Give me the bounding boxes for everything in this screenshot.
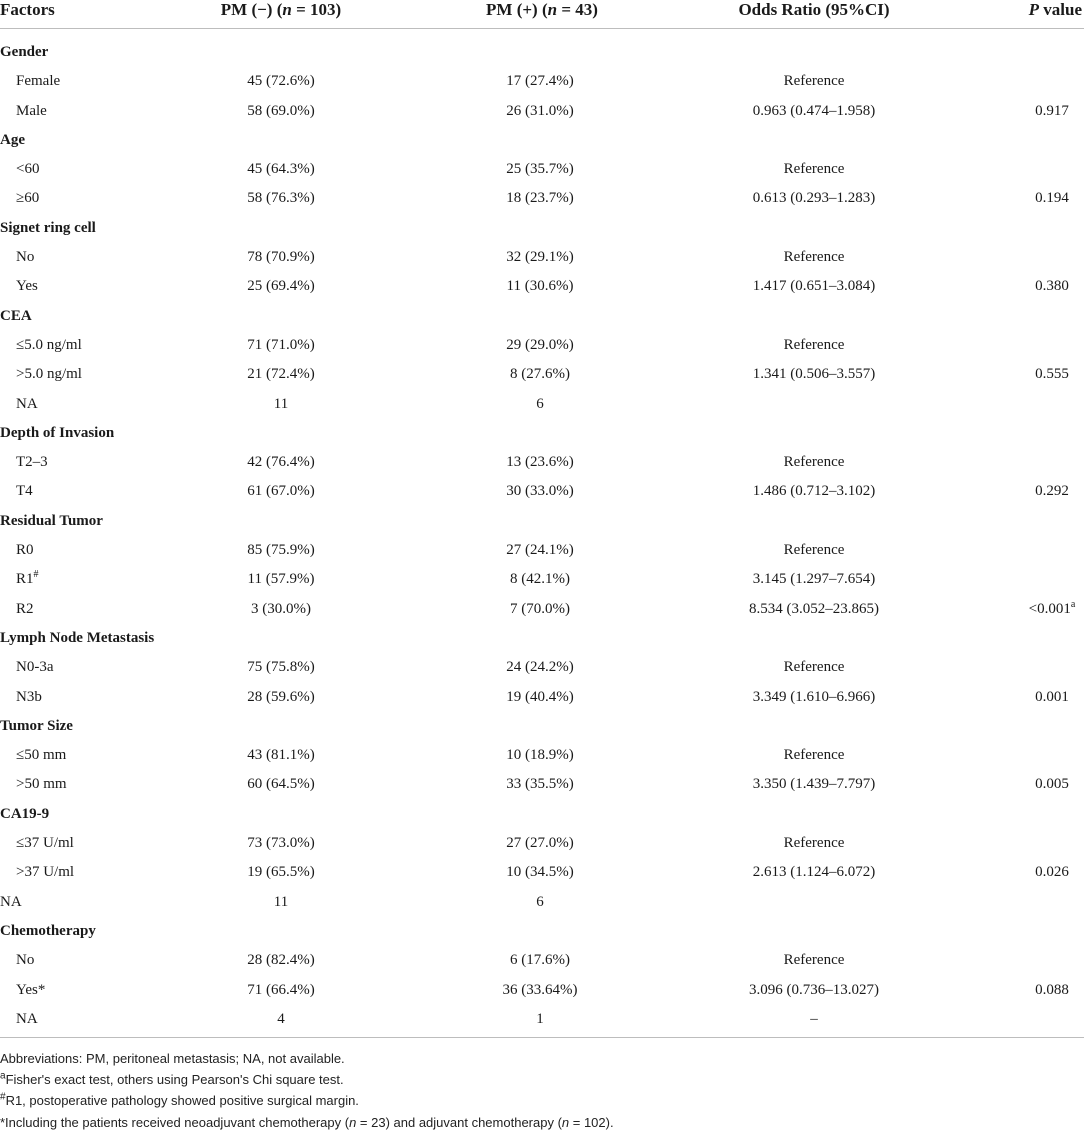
row-label: T2–3 [16, 454, 48, 471]
header-p-value: P value [1028, 0, 1082, 19]
cell-odds-ratio: Reference [783, 454, 845, 471]
cell-pm-negative: 85 (75.9%) [247, 542, 315, 559]
table-row [0, 770, 1084, 799]
cell-odds-ratio: 8.534 (3.052–23.865) [749, 600, 879, 617]
row-label: >50 mm [16, 776, 67, 793]
cell-pm-negative: 58 (69.0%) [247, 102, 315, 119]
header-factors: Factors [0, 0, 55, 19]
cell-pm-positive: 33 (35.5%) [506, 776, 574, 793]
table-row [0, 360, 1084, 389]
cell-odds-ratio: 0.963 (0.474–1.958) [752, 102, 876, 119]
cell-odds-ratio: 0.613 (0.293–1.283) [752, 190, 876, 207]
table-row [0, 155, 1084, 184]
cell-pm-negative: 78 (70.9%) [247, 249, 315, 266]
cell-p-value: 0.026 [1035, 864, 1069, 881]
cell-pm-negative: 11 (57.9%) [247, 571, 315, 588]
table-row [0, 683, 1084, 712]
row-label: >37 U/ml [16, 864, 75, 881]
table-row [0, 67, 1084, 96]
cell-pm-positive: 1 [536, 1010, 544, 1027]
table-body [0, 38, 1084, 1034]
row-label: ≤37 U/ml [16, 835, 74, 852]
cell-odds-ratio: 3.096 (0.736–13.027) [749, 981, 879, 998]
row-label: No [16, 952, 35, 969]
cell-pm-positive: 10 (34.5%) [506, 864, 574, 881]
cell-pm-positive: 18 (23.7%) [506, 190, 574, 207]
table-row [0, 976, 1084, 1005]
row-label: ≤50 mm [16, 747, 67, 764]
cell-p-value: 0.005 [1035, 776, 1069, 793]
category-row [0, 38, 1084, 67]
row-label: No [16, 249, 35, 266]
table-row [0, 595, 1084, 624]
cell-pm-positive: 8 (42.1%) [510, 571, 570, 588]
cell-odds-ratio: 2.613 (1.124–6.072) [752, 864, 876, 881]
cell-p-value: <0.001$^a$ [1028, 598, 1076, 617]
table-row [0, 1005, 1084, 1034]
cell-pm-positive: 30 (33.0%) [506, 483, 574, 500]
row-label: T4 [16, 483, 33, 500]
cell-pm-positive: 24 (24.2%) [506, 659, 574, 676]
cell-pm-positive: 11 (30.6%) [506, 278, 574, 295]
cell-pm-negative: 71 (71.0%) [247, 336, 315, 353]
cell-pm-positive: 25 (35.7%) [506, 161, 574, 178]
cell-odds-ratio: Reference [783, 747, 845, 764]
cell-p-value: 0.555 [1035, 366, 1069, 383]
row-label: NA [0, 893, 22, 910]
footnote-star: *Including the patients received neoadjuvant chemotherapy (n = 23) and adjuvant chemotherapy (n = 102). [0, 1114, 614, 1130]
row-label: Signet ring cell [0, 219, 96, 236]
cell-pm-positive: 6 [536, 395, 544, 412]
row-label: Tumor Size [0, 717, 73, 734]
cell-odds-ratio: Reference [783, 336, 845, 353]
table-row [0, 829, 1084, 858]
table-row [0, 741, 1084, 770]
cell-pm-negative: 42 (76.4%) [247, 454, 315, 471]
table-row [0, 243, 1084, 272]
cell-odds-ratio: Reference [783, 161, 845, 178]
cell-p-value: 0.917 [1035, 102, 1069, 119]
row-label: R1# [16, 569, 39, 588]
table-row [0, 331, 1084, 360]
cell-pm-negative: 75 (75.8%) [247, 659, 315, 676]
row-label: Male [16, 102, 47, 119]
cell-pm-negative: 28 (59.6%) [247, 688, 315, 705]
cell-pm-negative: 11 [273, 395, 289, 412]
footnote-abbreviations: Abbreviations: PM, peritoneal metastasis; NA, not available. [0, 1051, 345, 1066]
table-row [0, 477, 1084, 506]
header-pm-negative: PM (−) (n = 103) [220, 0, 342, 19]
cell-pm-positive: 6 (17.6%) [510, 952, 570, 969]
cell-pm-positive: 27 (27.0%) [506, 835, 574, 852]
table-row [0, 536, 1084, 565]
table-row [0, 653, 1084, 682]
row-label: Residual Tumor [0, 512, 103, 529]
row-label: <60 [16, 161, 40, 178]
table-footnotes [0, 1048, 1084, 1133]
cell-pm-positive: 27 (24.1%) [506, 542, 574, 559]
footnote-a: $^a$Fisher's exact test, others using Pearson's Chi square test. [0, 1070, 344, 1088]
cell-pm-positive: 32 (29.1%) [506, 249, 574, 266]
table-row [0, 272, 1084, 301]
header-odds-ratio: Odds Ratio (95%CI) [738, 0, 890, 19]
cell-odds-ratio: 3.350 (1.439–7.797) [752, 776, 876, 793]
row-label: Yes [16, 278, 38, 295]
table-row [0, 888, 1084, 917]
cell-pm-positive: 8 (27.6%) [510, 366, 570, 383]
cell-odds-ratio: 3.349 (1.610–6.966) [752, 688, 876, 705]
cell-p-value: 0.292 [1035, 483, 1069, 500]
cell-pm-negative: 21 (72.4%) [247, 366, 315, 383]
table-row [0, 565, 1084, 594]
category-row [0, 419, 1084, 448]
row-label: ≤5.0 ng/ml [16, 336, 82, 353]
table-row [0, 184, 1084, 213]
table-row [0, 390, 1084, 419]
footnote-hash: #R1, postoperative pathology showed positive surgical margin. [0, 1092, 359, 1109]
row-label: Gender [0, 44, 49, 60]
row-label: CEA [0, 307, 32, 324]
cell-odds-ratio: Reference [783, 73, 845, 90]
cell-pm-positive: 29 (29.0%) [506, 336, 574, 353]
category-row [0, 507, 1084, 536]
cell-pm-negative: 43 (81.1%) [247, 747, 315, 764]
cell-pm-negative: 4 [277, 1010, 285, 1027]
category-row [0, 800, 1084, 829]
cell-pm-positive: 7 (70.0%) [510, 600, 570, 617]
table-row [0, 97, 1084, 126]
cell-pm-positive: 10 (18.9%) [506, 747, 574, 764]
cell-p-value: 0.380 [1035, 278, 1069, 295]
category-row [0, 917, 1084, 946]
table-bottom-rule [0, 1037, 1084, 1038]
cell-pm-positive: 36 (33.64%) [502, 981, 578, 998]
row-label: Age [0, 131, 25, 148]
row-label: R0 [16, 542, 34, 559]
row-label: N3b [16, 688, 42, 705]
cell-p-value: 0.088 [1035, 981, 1069, 998]
row-label: Female [16, 73, 61, 90]
row-label: Lymph Node Metastasis [0, 629, 155, 646]
header-pm-positive: PM (+) (n = 43) [486, 0, 598, 19]
table-row [0, 946, 1084, 975]
row-label: Yes* [16, 981, 46, 998]
cell-pm-positive: 13 (23.6%) [506, 454, 574, 471]
row-label: NA [16, 395, 38, 412]
row-label: R2 [16, 600, 34, 617]
category-row [0, 214, 1084, 243]
row-label: >5.0 ng/ml [16, 366, 82, 383]
cell-pm-negative: 28 (82.4%) [247, 952, 315, 969]
cell-p-value: 0.001 [1035, 688, 1069, 705]
cell-pm-negative: 45 (64.3%) [247, 161, 315, 178]
table-row [0, 858, 1084, 887]
table-header-row [0, 0, 1084, 29]
cell-pm-positive: 17 (27.4%) [506, 73, 574, 90]
row-label: CA19-9 [0, 805, 50, 822]
cell-pm-negative: 45 (72.6%) [247, 73, 315, 90]
cell-pm-positive: 19 (40.4%) [506, 688, 574, 705]
cell-pm-positive: 26 (31.0%) [506, 102, 574, 119]
row-label: N0-3a [16, 659, 54, 676]
cell-odds-ratio: 3.145 (1.297–7.654) [752, 571, 876, 588]
cell-odds-ratio: – [810, 1010, 818, 1027]
category-row [0, 712, 1084, 741]
row-label: Chemotherapy [0, 922, 96, 939]
row-label: Depth of Invasion [0, 424, 115, 441]
cell-pm-negative: 58 (76.3%) [247, 190, 315, 207]
category-row [0, 302, 1084, 331]
cell-odds-ratio: Reference [783, 659, 845, 676]
cell-pm-negative: 25 (69.4%) [247, 278, 315, 295]
table-row [0, 448, 1084, 477]
cell-odds-ratio: Reference [783, 952, 845, 969]
cell-pm-positive: 6 [536, 893, 544, 910]
cell-p-value: 0.194 [1035, 190, 1069, 207]
cell-odds-ratio: Reference [783, 835, 845, 852]
cell-pm-negative: 19 (65.5%) [247, 864, 315, 881]
cell-odds-ratio: Reference [783, 542, 845, 559]
cell-pm-negative: 73 (73.0%) [247, 835, 315, 852]
row-label: NA [16, 1010, 38, 1027]
cell-odds-ratio: Reference [783, 249, 845, 266]
cell-odds-ratio: 1.341 (0.506–3.557) [752, 366, 876, 383]
cell-pm-negative: 3 (30.0%) [251, 600, 311, 617]
category-row [0, 126, 1084, 155]
cell-odds-ratio: 1.486 (0.712–3.102) [752, 483, 876, 500]
cell-pm-negative: 11 [273, 893, 289, 910]
cell-pm-negative: 61 (67.0%) [247, 483, 315, 500]
cell-pm-negative: 60 (64.5%) [247, 776, 315, 793]
category-row [0, 624, 1084, 653]
cell-pm-negative: 71 (66.4%) [247, 981, 315, 998]
cell-odds-ratio: 1.417 (0.651–3.084) [752, 278, 876, 295]
row-label: ≥60 [16, 190, 40, 207]
